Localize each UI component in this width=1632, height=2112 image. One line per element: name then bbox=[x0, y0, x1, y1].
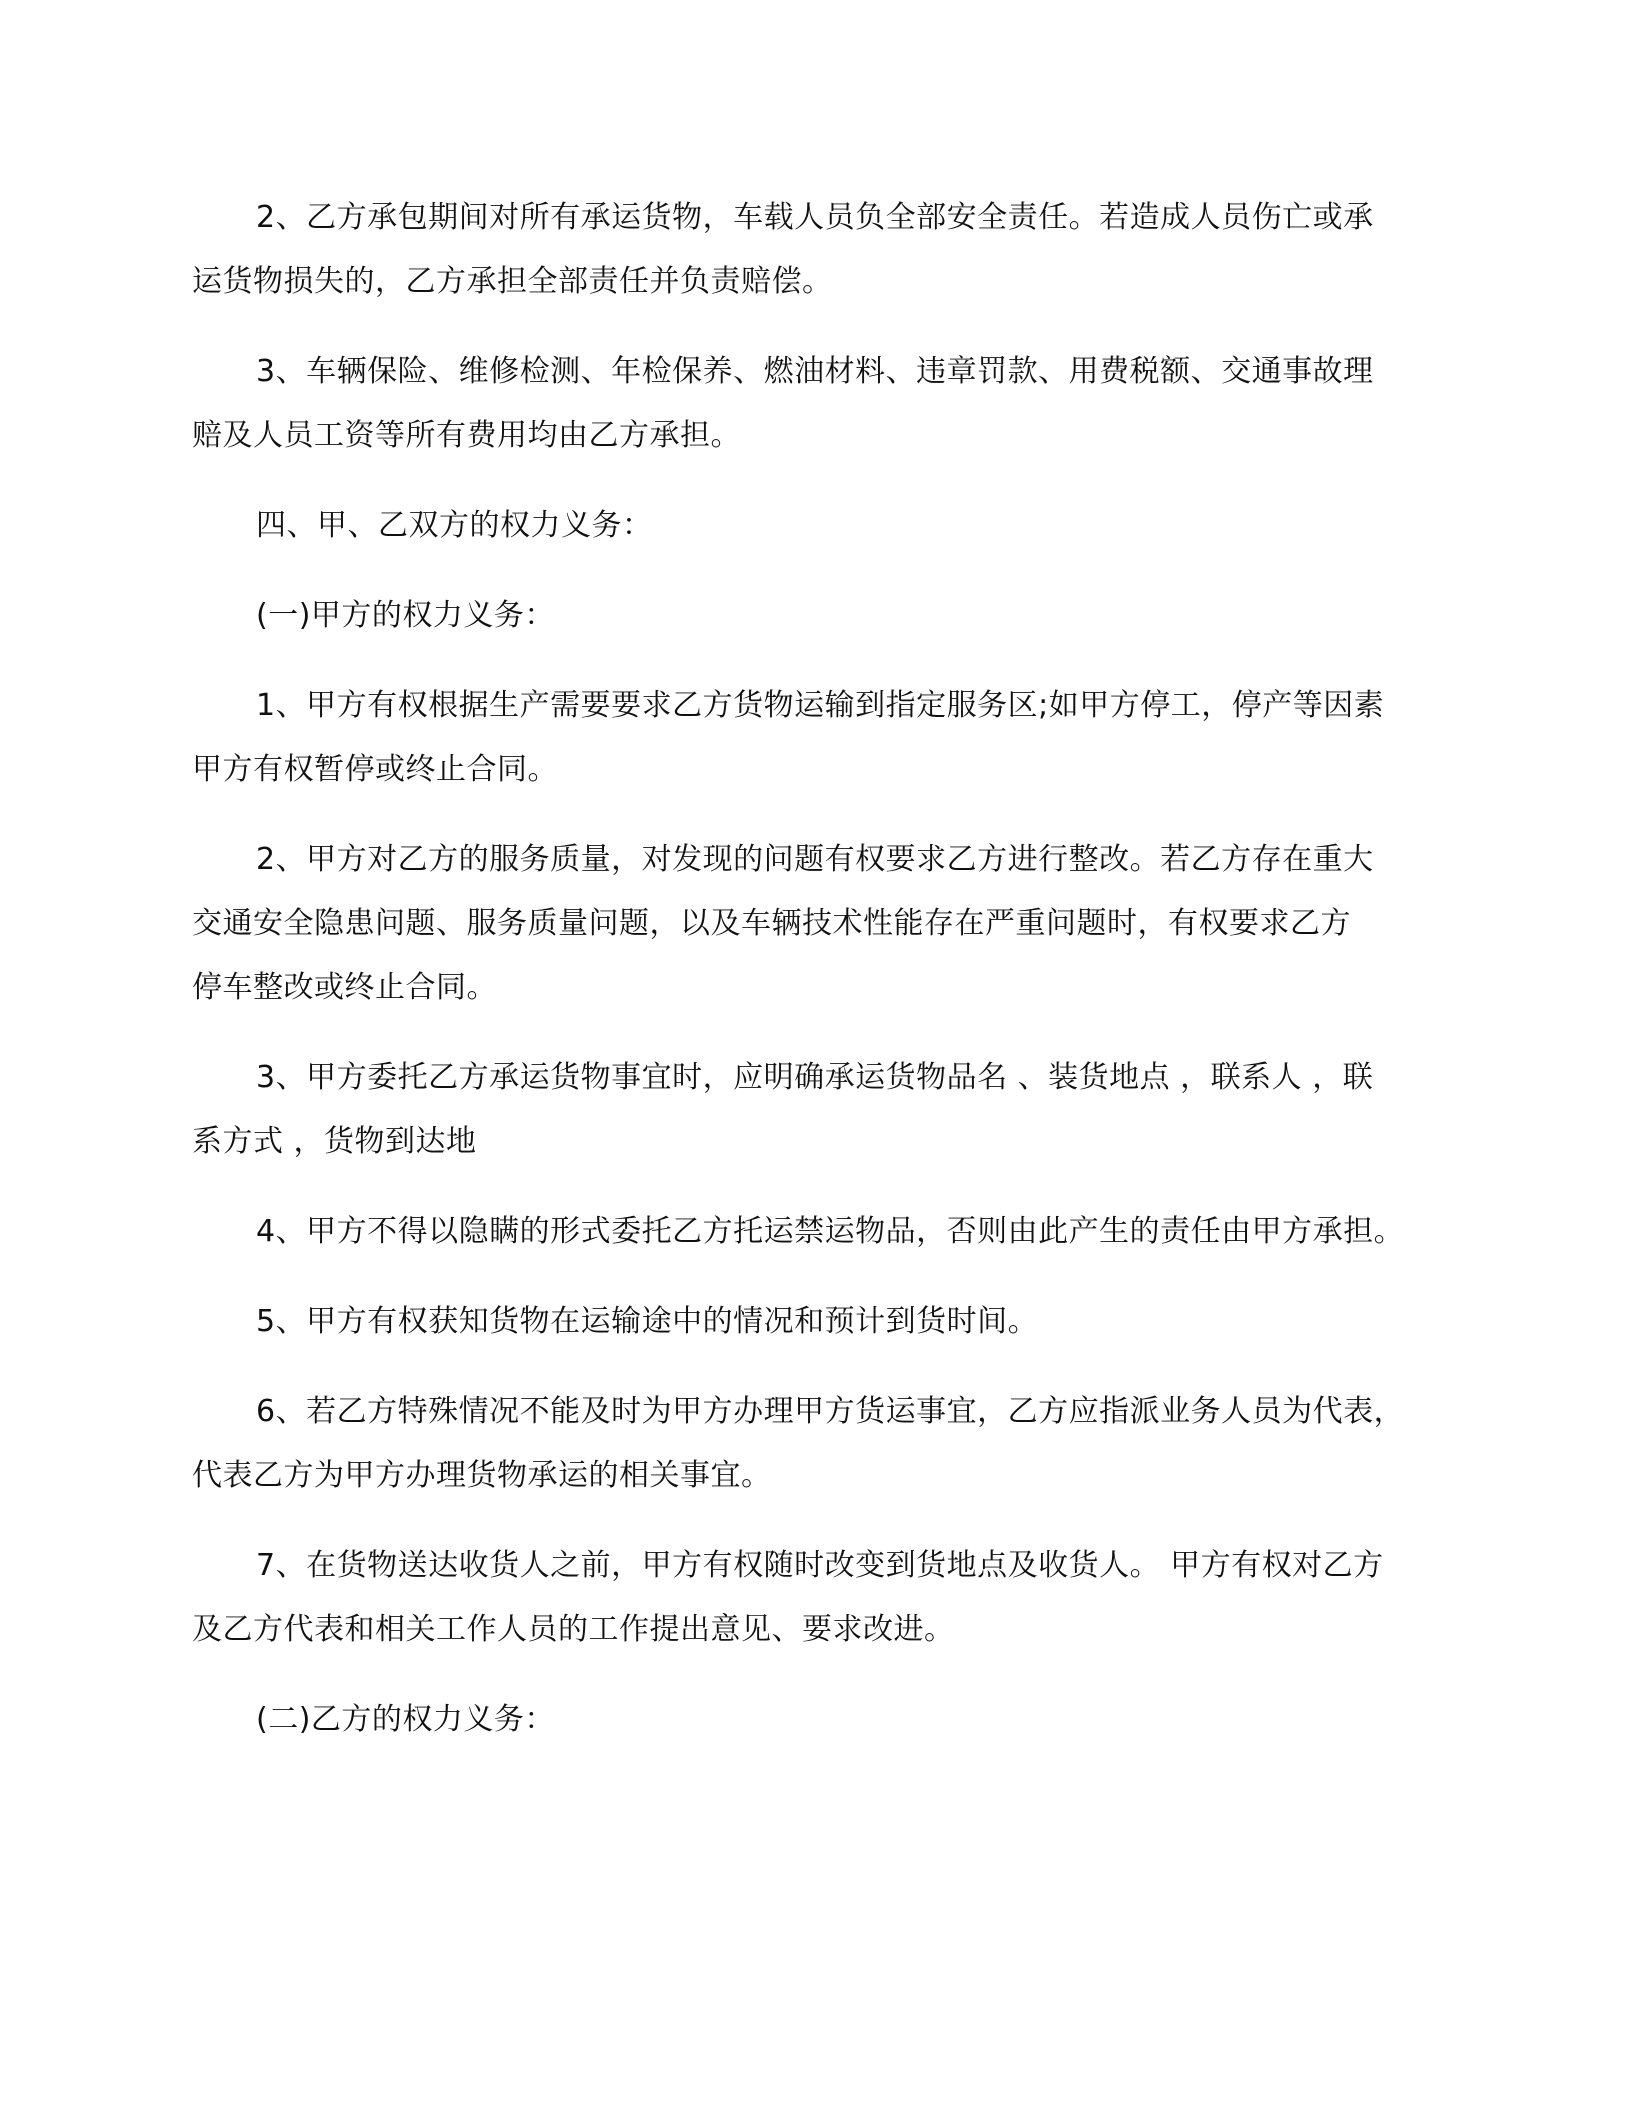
paragraph bbox=[192, 1380, 1442, 1508]
paragraph-line: 交通安全隐患问题、服务质量问题，以及车辆技术性能存在严重问题时，有权要求乙方 bbox=[192, 906, 1351, 941]
paragraph-line: 3、车辆保险、维修检测、年检保养、燃油材料、违章罚款、用费税额、交通事故理 bbox=[256, 354, 1374, 389]
paragraph-line: 3、甲方委托乙方承运货物事宜时，应明确承运货物品名 、装货地点 ，联系人 ，联 bbox=[256, 1060, 1374, 1095]
paragraph bbox=[192, 674, 1442, 802]
paragraph-line: 5、甲方有权获知货物在运输途中的情况和预计到货时间。 bbox=[256, 1304, 1039, 1339]
section-heading-text: 四、甲、乙双方的权力义务： bbox=[256, 508, 653, 543]
paragraph-line: 赔及人员工资等所有费用均由乙方承担。 bbox=[192, 418, 741, 453]
paragraph-line: 及乙方代表和相关工作人员的工作提出意见、要求改进。 bbox=[192, 1612, 955, 1647]
paragraph-line: 运货物损失的，乙方承担全部责任并负责赔偿。 bbox=[192, 264, 833, 299]
subsection-heading-text: (二)乙方的权力义务： bbox=[256, 1702, 555, 1737]
paragraph bbox=[192, 1534, 1442, 1662]
paragraph-line: 1、甲方有权根据生产需要要求乙方货物运输到指定服务区;如甲方停工，停产等因素 bbox=[256, 688, 1385, 723]
paragraph bbox=[192, 828, 1442, 1020]
paragraph-line: 6、若乙方特殊情况不能及时为甲方办理甲方货运事宜，乙方应指派业务人员为代表， bbox=[256, 1394, 1405, 1429]
paragraph bbox=[192, 1200, 1442, 1264]
paragraph bbox=[192, 1046, 1442, 1174]
subsection-heading bbox=[192, 1688, 1442, 1752]
subsection-heading bbox=[192, 584, 1442, 648]
paragraph-line: 系方式 ，货物到达地 bbox=[192, 1124, 477, 1159]
subsection-heading-text: (一)甲方的权力义务： bbox=[256, 598, 555, 633]
section-heading bbox=[192, 494, 1442, 558]
document-body bbox=[192, 186, 1442, 1778]
paragraph-line: 2、乙方承包期间对所有承运货物，车载人员负全部安全责任。若造成人员伤亡或承 bbox=[256, 200, 1374, 235]
paragraph-line: 2、甲方对乙方的服务质量，对发现的问题有权要求乙方进行整改。若乙方存在重大 bbox=[256, 842, 1374, 877]
paragraph bbox=[192, 1290, 1442, 1354]
paragraph-line: 4、甲方不得以隐瞒的形式委托乙方托运禁运物品，否则由此产生的责任由甲方承担。 bbox=[256, 1214, 1405, 1249]
paragraph-line: 7、在货物送达收货人之前，甲方有权随时改变到货地点及收货人。 甲方有权对乙方 bbox=[256, 1548, 1384, 1583]
paragraph bbox=[192, 340, 1442, 468]
paragraph-line: 代表乙方为甲方办理货物承运的相关事宜。 bbox=[192, 1458, 772, 1493]
paragraph-line: 甲方有权暂停或终止合同。 bbox=[192, 752, 558, 787]
paragraph bbox=[192, 186, 1442, 314]
paragraph-line: 停车整改或终止合同。 bbox=[192, 970, 497, 1005]
